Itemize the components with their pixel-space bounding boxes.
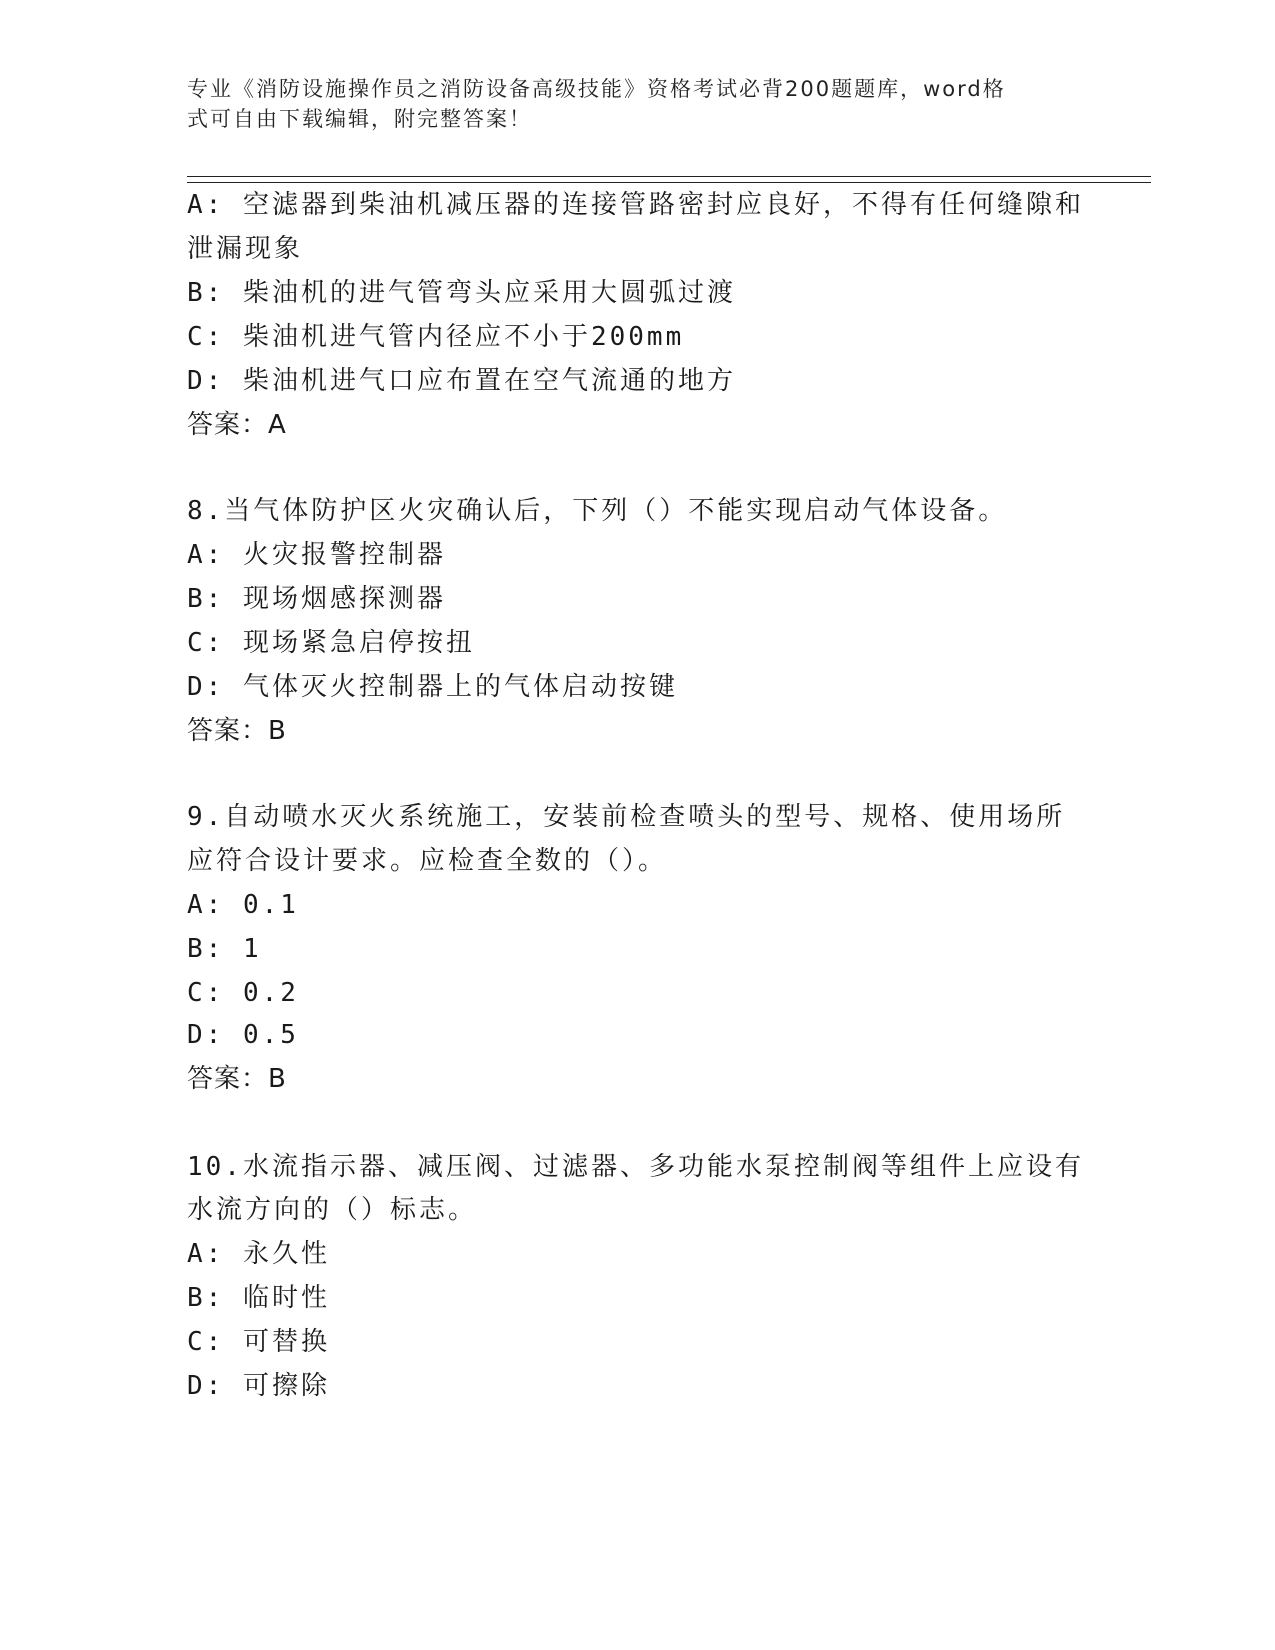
- q9-option-c: C: 0.2: [187, 978, 299, 1008]
- q10-option-b: B: 临时性: [187, 1283, 330, 1313]
- q8-option-b: B: 现场烟感探测器: [187, 584, 446, 614]
- q7-answer: 答案：A: [187, 410, 287, 440]
- q9-question-line-1: 9.自动喷水灭火系统施工，安装前检查喷头的型号、规格、使用场所: [187, 802, 1066, 832]
- q10-option-d: D: 可擦除: [187, 1371, 330, 1401]
- q10-option-a: A: 永久性: [187, 1239, 330, 1269]
- document-header: [187, 74, 1067, 134]
- q9-option-d: D: 0.5: [187, 1020, 299, 1050]
- q9-option-b: B: 1: [187, 934, 262, 964]
- q7-option-d: D: 柴油机进气口应布置在空气流通的地方: [187, 366, 736, 396]
- q7-option-b: B: 柴油机的进气管弯头应采用大圆弧过渡: [187, 278, 736, 308]
- q10-question-line-2: 水流方向的（）标志。: [187, 1195, 478, 1225]
- q8-answer: 答案：B: [187, 716, 287, 746]
- q9-option-a: A: 0.1: [187, 890, 299, 920]
- q8-option-d: D: 气体灭火控制器上的气体启动按键: [187, 672, 678, 702]
- q7-option-a-line-2: 泄漏现象: [187, 234, 304, 264]
- q7-option-a-line-1: A: 空滤器到柴油机减压器的连接管路密封应良好，不得有任何缝隙和: [187, 190, 1084, 220]
- q7-option-c: C: 柴油机进气管内径应不小于200mm: [187, 322, 685, 352]
- header-line-1: 专业《消防设施操作员之消防设备高级技能》资格考试必背200题题库，word格: [187, 77, 1006, 101]
- q8-option-a: A: 火灾报警控制器: [187, 540, 446, 570]
- q9-answer: 答案：B: [187, 1064, 287, 1094]
- header-line-2: 式可自由下载编辑，附完整答案！: [187, 107, 532, 131]
- q10-question-line-1: 10.水流指示器、减压阀、过滤器、多功能水泵控制阀等组件上应设有: [187, 1152, 1084, 1182]
- q9-question-line-2: 应符合设计要求。应检查全数的（）。: [187, 846, 668, 876]
- q8-question: 8.当气体防护区火灾确认后，下列（）不能实现启动气体设备。: [187, 496, 1008, 526]
- q10-option-c: C: 可替换: [187, 1327, 330, 1357]
- header-divider-bottom: [187, 182, 1151, 183]
- q8-option-c: C: 现场紧急启停按扭: [187, 628, 475, 658]
- header-divider-top: [187, 176, 1151, 177]
